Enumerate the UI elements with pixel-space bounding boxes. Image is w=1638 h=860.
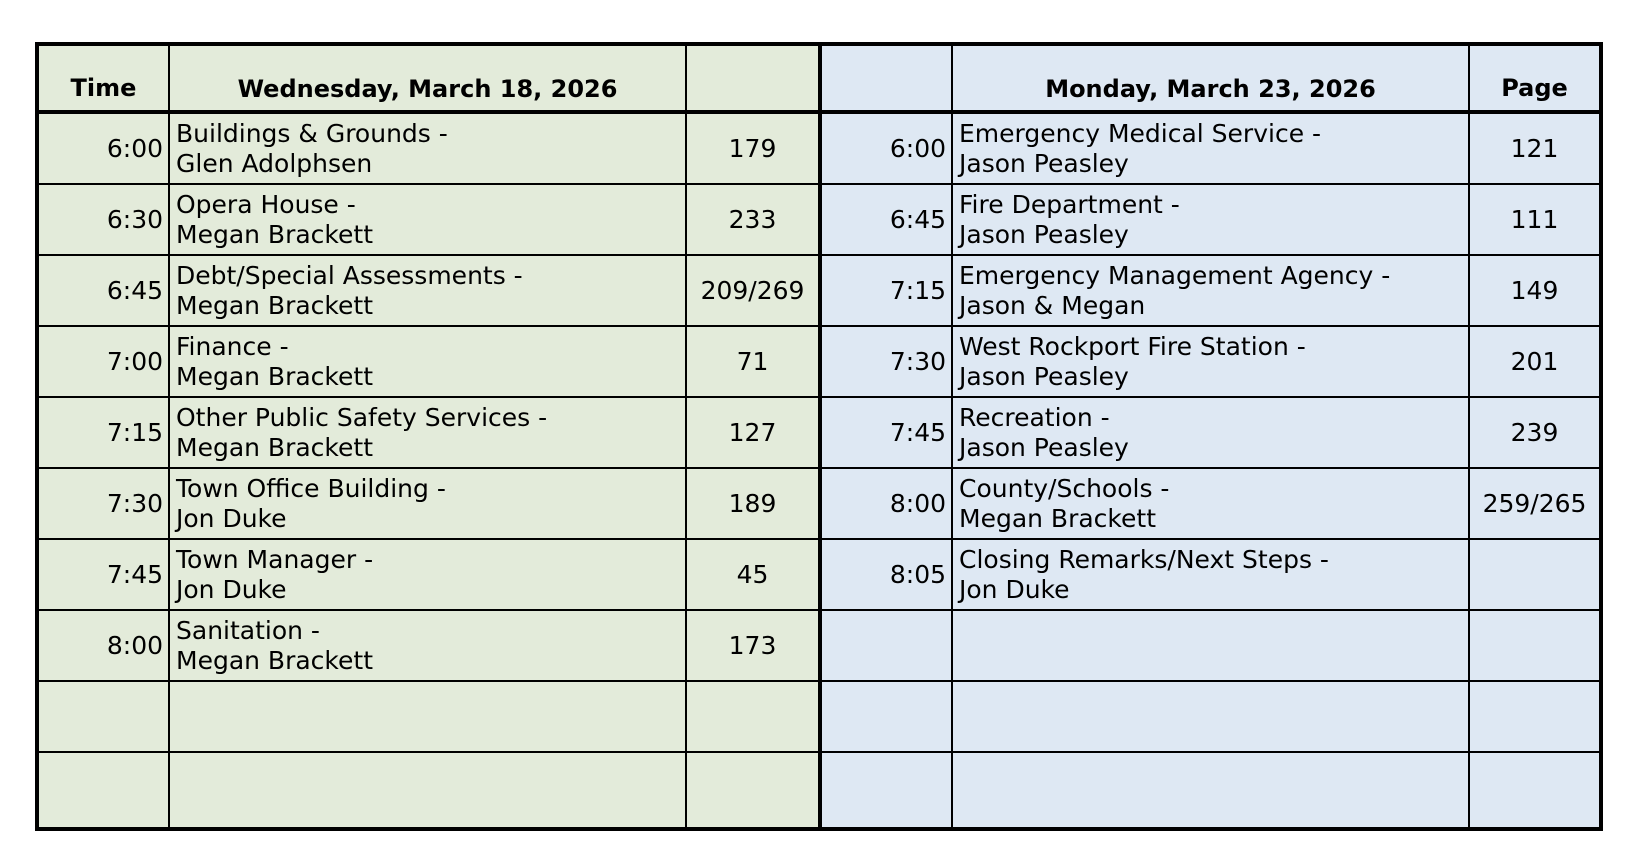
- time-cell: 7:30: [822, 327, 953, 396]
- agenda-item-presenter: Jon Duke: [176, 574, 287, 604]
- page-cell: [1470, 753, 1599, 827]
- page-cell: 233: [728, 205, 777, 234]
- agenda-item-title: Emergency Management Agency -: [959, 260, 1391, 290]
- time-cell: 8:00: [822, 469, 953, 538]
- agenda-item-cell: [170, 611, 687, 680]
- date-header: Monday, March 23, 2026: [953, 46, 1470, 110]
- agenda-item-presenter: Megan Brackett: [176, 219, 373, 249]
- table-row: [822, 185, 1599, 256]
- time-cell: [39, 753, 170, 827]
- agenda-item-cell: [953, 540, 1470, 609]
- agenda-item-title: Town Manager -: [176, 544, 374, 574]
- agenda-item-title: Town Office Building -: [176, 473, 446, 503]
- table-row: [39, 185, 818, 256]
- agenda-item-title: Fire Department -: [959, 189, 1180, 219]
- table-row: [822, 611, 1599, 682]
- time-cell: 8:00: [39, 611, 170, 680]
- time-cell: 6:45: [822, 185, 953, 254]
- agenda-item-presenter: Jason Peasley: [959, 219, 1129, 249]
- time-cell: 6:45: [39, 256, 170, 325]
- agenda-item-presenter: Megan Brackett: [959, 503, 1156, 533]
- time-column-header: Time: [39, 46, 170, 110]
- page-cell: 209/269: [700, 276, 805, 305]
- table-row: [39, 256, 818, 327]
- page-cell: 259/265: [1482, 489, 1587, 518]
- time-cell: [822, 682, 953, 751]
- agenda-item-presenter: Jon Duke: [176, 503, 287, 533]
- agenda-item-title: County/Schools -: [959, 473, 1170, 503]
- agenda-item-title: Closing Remarks/Next Steps -: [959, 544, 1329, 574]
- table-row: [822, 256, 1599, 327]
- agenda-item-presenter: Megan Brackett: [176, 361, 373, 391]
- agenda-item-cell: [953, 327, 1470, 396]
- page-cell: [687, 753, 818, 827]
- page-cell: 173: [728, 631, 777, 660]
- agenda-item-cell: [170, 540, 687, 609]
- table-row: [822, 327, 1599, 398]
- agenda-item-cell: [953, 469, 1470, 538]
- time-cell: 7:15: [39, 398, 170, 467]
- time-cell: [822, 753, 953, 827]
- table-row: [39, 114, 818, 185]
- time-cell: 6:00: [822, 114, 953, 183]
- page-cell: 121: [1510, 134, 1559, 163]
- table-row: [39, 540, 818, 611]
- agenda-item-cell: [170, 682, 687, 751]
- table-row: [822, 682, 1599, 753]
- table-row: [39, 469, 818, 540]
- agenda-item-presenter: Jason Peasley: [959, 148, 1129, 178]
- page-cell: [1470, 611, 1599, 680]
- agenda-item-cell: [953, 185, 1470, 254]
- time-cell: 8:05: [822, 540, 953, 609]
- agenda-item-presenter: Megan Brackett: [176, 290, 373, 320]
- page-column-header: [687, 46, 818, 110]
- time-cell: 7:15: [822, 256, 953, 325]
- table-row: [39, 682, 818, 753]
- page-cell: 189: [728, 489, 777, 518]
- page-cell: 149: [1510, 276, 1559, 305]
- agenda-item-title: Finance -: [176, 331, 289, 361]
- agenda-item-title: West Rockport Fire Station -: [959, 331, 1306, 361]
- agenda-item-cell: [953, 611, 1470, 680]
- agenda-item-cell: [953, 256, 1470, 325]
- agenda-item-cell: [953, 114, 1470, 183]
- agenda-item-cell: [170, 753, 687, 827]
- time-cell: [39, 682, 170, 751]
- page-cell: 111: [1510, 205, 1559, 234]
- table-row: [39, 753, 818, 827]
- agenda-item-title: Opera House -: [176, 189, 356, 219]
- agenda-item-cell: [953, 682, 1470, 751]
- table-row: [822, 114, 1599, 185]
- page-cell: [1470, 540, 1599, 609]
- time-cell: 7:00: [39, 327, 170, 396]
- agenda-item-presenter: Jason Peasley: [959, 361, 1129, 391]
- table-row: [822, 540, 1599, 611]
- time-cell: [822, 611, 953, 680]
- agenda-item-presenter: Megan Brackett: [176, 432, 373, 462]
- page-cell: 239: [1510, 418, 1559, 447]
- agenda-item-title: Debt/Special Assessments -: [176, 260, 523, 290]
- agenda-item-cell: [953, 398, 1470, 467]
- agenda-item-title: Sanitation -: [176, 615, 320, 645]
- page-cell: 201: [1510, 347, 1559, 376]
- agenda-item-title: Emergency Medical Service -: [959, 118, 1322, 148]
- agenda-item-presenter: Jason Peasley: [959, 432, 1129, 462]
- agenda-item-title: Buildings & Grounds -: [176, 118, 448, 148]
- agenda-item-presenter: Jon Duke: [959, 574, 1070, 604]
- table-row: [822, 753, 1599, 827]
- agenda-item-cell: [170, 185, 687, 254]
- page-cell: [687, 682, 818, 751]
- table-row: [39, 611, 818, 682]
- page-cell: [1470, 682, 1599, 751]
- header-row: [39, 46, 818, 114]
- page-cell: 127: [728, 418, 777, 447]
- header-row: [822, 46, 1599, 114]
- page-cell: 71: [736, 347, 769, 376]
- agenda-item-cell: [170, 398, 687, 467]
- page-cell: 45: [736, 560, 769, 589]
- time-cell: 6:30: [39, 185, 170, 254]
- schedule-right-half: [822, 46, 1599, 827]
- time-cell: 7:30: [39, 469, 170, 538]
- time-cell: 7:45: [822, 398, 953, 467]
- agenda-item-presenter: Megan Brackett: [176, 645, 373, 675]
- page-column-header: Page: [1501, 74, 1568, 102]
- agenda-item-cell: [170, 469, 687, 538]
- time-cell: 6:00: [39, 114, 170, 183]
- time-cell: 7:45: [39, 540, 170, 609]
- agenda-item-cell: [170, 114, 687, 183]
- budget-schedule-table: [35, 42, 1603, 831]
- agenda-item-title: Recreation -: [959, 402, 1110, 432]
- table-row: [822, 469, 1599, 540]
- table-row: [822, 398, 1599, 469]
- table-row: [39, 327, 818, 398]
- agenda-item-cell: [953, 753, 1470, 827]
- agenda-item-cell: [170, 327, 687, 396]
- agenda-item-title: Other Public Safety Services -: [176, 402, 548, 432]
- page-cell: 179: [728, 134, 777, 163]
- table-row: [39, 398, 818, 469]
- agenda-item-cell: [170, 256, 687, 325]
- date-header: Wednesday, March 18, 2026: [170, 46, 687, 110]
- schedule-left-half: [39, 46, 822, 827]
- agenda-item-presenter: Glen Adolphsen: [176, 148, 373, 178]
- time-column-header: [822, 46, 953, 110]
- agenda-item-presenter: Jason & Megan: [959, 290, 1146, 320]
